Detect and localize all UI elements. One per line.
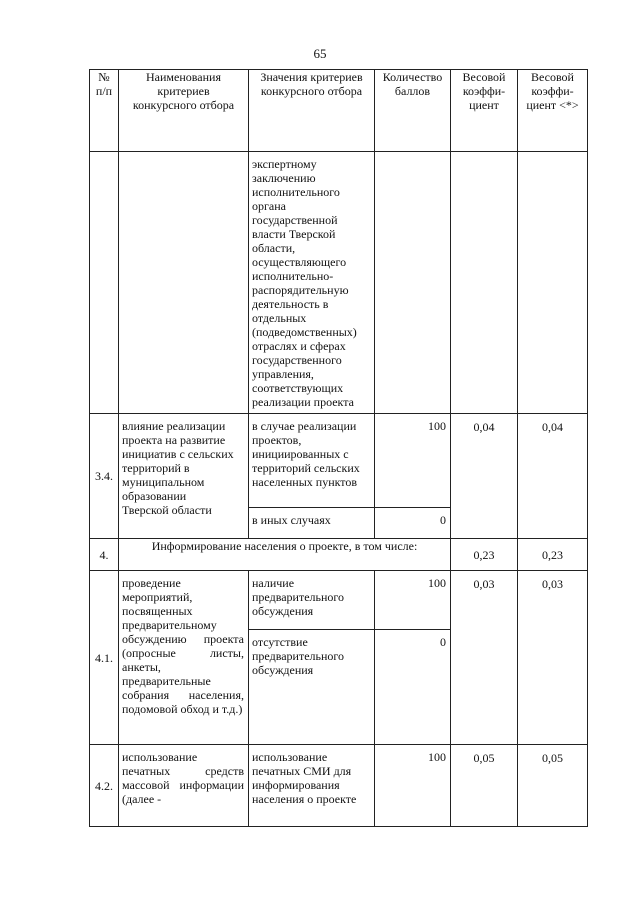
cell-empty bbox=[518, 152, 588, 414]
header-weight-1: Весовой коэффи- циент bbox=[451, 70, 518, 152]
criteria-value-text: использование печатных СМИ для информирования населения о проекте bbox=[249, 745, 375, 827]
criteria-value-text: в иных случаях bbox=[249, 508, 375, 539]
table-row-4-1 bbox=[90, 571, 588, 630]
criteria-name: влияние реализации проекта на развитие инициатив с сельских территорий в муниципальном образовании Тверской области bbox=[119, 414, 249, 539]
row-number: 4. bbox=[90, 539, 119, 571]
row-number: 3.4. bbox=[90, 414, 119, 539]
cell-empty bbox=[119, 152, 249, 414]
page-number: 65 bbox=[313, 46, 327, 61]
table-row-section-4 bbox=[90, 539, 588, 571]
weight-coefficient-1: 0,23 bbox=[451, 539, 518, 571]
criteria-value-text: отсутствие предварительного обсуждения bbox=[249, 630, 375, 745]
header-points: Количество баллов bbox=[375, 70, 451, 152]
weight-coefficient-2: 0,04 bbox=[518, 414, 588, 539]
weight-coefficient-2: 0,05 bbox=[518, 745, 588, 827]
cell-empty bbox=[451, 152, 518, 414]
weight-coefficient-1: 0,05 bbox=[451, 745, 518, 827]
weight-coefficient-1: 0,04 bbox=[451, 414, 518, 539]
header-criteria-name: Наименования критериев конкурсного отбора bbox=[119, 70, 249, 152]
criteria-value-text: в случае реализации проектов, инициированных с территорий сельских населенных пунктов bbox=[249, 414, 375, 508]
criteria-name: использование печатных средств массовой информации (далее - bbox=[119, 745, 249, 827]
row-number: 4.2. bbox=[90, 745, 119, 827]
points-value: 100 bbox=[375, 745, 451, 827]
weight-coefficient-1: 0,03 bbox=[451, 571, 518, 745]
table-header-row bbox=[90, 70, 588, 152]
header-num: № п/п bbox=[90, 70, 119, 152]
table-row-continuation bbox=[90, 152, 588, 414]
weight-coefficient-2: 0,03 bbox=[518, 571, 588, 745]
criteria-value-text: экспертному заключению исполнительного органа государственной власти Тверской области, осуществляющего исполнительно- распорядительную деятельность в отдельных (подведомственных) отраслях и сферах государственного управления, соответствующих реализации проекта bbox=[249, 152, 375, 414]
cell-empty bbox=[375, 152, 451, 414]
weight-coefficient-2: 0,23 bbox=[518, 539, 588, 571]
table-row-3-4 bbox=[90, 414, 588, 508]
points-value: 0 bbox=[375, 508, 451, 539]
points-value: 100 bbox=[375, 414, 451, 508]
points-value: 0 bbox=[375, 630, 451, 745]
table-row-4-2 bbox=[90, 745, 588, 827]
cell-empty bbox=[90, 152, 119, 414]
section-title: Информирование населения о проекте, в том числе: bbox=[119, 539, 451, 571]
criteria-value-text: наличие предварительного обсуждения bbox=[249, 571, 375, 630]
row-number: 4.1. bbox=[90, 571, 119, 745]
points-value: 100 bbox=[375, 571, 451, 630]
criteria-table bbox=[89, 69, 588, 827]
criteria-name: проведение мероприятий, посвященных предварительному обсуждению проекта (опросные листы, анкеты, предварительные собрания населения, подомовой обход и т.д.) bbox=[119, 571, 249, 745]
header-weight-2: Весовой коэффи- циент <*> bbox=[518, 70, 588, 152]
header-criteria-values: Значения критериев конкурсного отбора bbox=[249, 70, 375, 152]
